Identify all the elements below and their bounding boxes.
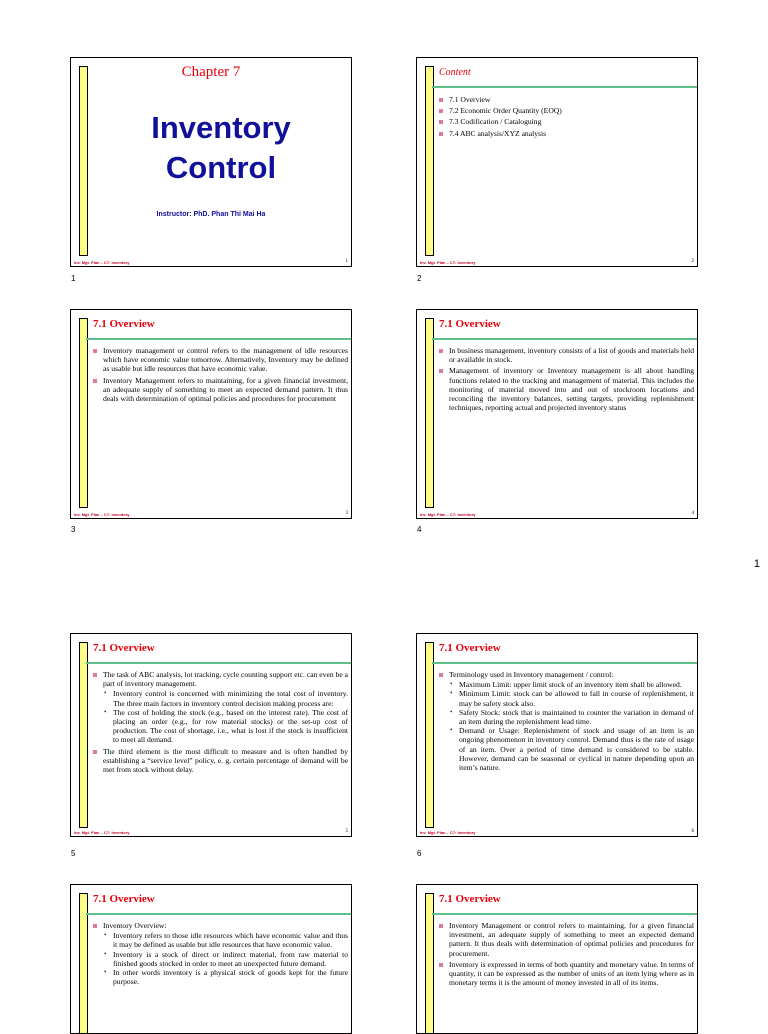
title-divider — [432, 662, 697, 664]
title-divider — [432, 338, 697, 340]
sub-list-item: • The cost of holding the stock (e.g., based on the interest rate). The cost of placing an order (e.g., for row material stocks) or the set-up cost of production. The cost of shortage, i.e., what is lost if the stock is insufficient to meet all demand. — [103, 708, 348, 745]
list-item — [437, 670, 694, 772]
list-item: Inventory management or control refers to the management of idle resources which have economic value tomorrow. Alternatively, Inventory may be defined as usable but idle resources that have economic value. — [91, 346, 348, 374]
slide-footer: Inv. Mgt. Plan – C7: Inventory — [420, 830, 476, 835]
slide-number: 2 — [691, 259, 694, 264]
slide-caption: 5 — [71, 849, 76, 858]
list-item — [91, 921, 348, 986]
slide-caption: 6 — [417, 849, 422, 858]
cover-title-line-1: Inventory — [151, 110, 291, 145]
slide-title: Content — [439, 67, 471, 78]
slide-footer: Inv. Mgt. Plan – C7: Inventory — [74, 260, 130, 265]
slide-title: 7.1 Overview — [93, 642, 155, 654]
slide-body — [91, 670, 348, 776]
sub-list-item: • Inventory refers to those idle resources which have economic value and thus it may be defined as usable but idle resources that have economic value. — [103, 931, 348, 949]
slide-number: 3 — [345, 511, 348, 516]
slide-title: 7.1 Overview — [93, 893, 155, 905]
list-item: 7.4 ABC analysis/XYZ analysis — [437, 129, 694, 138]
slide-5 — [70, 633, 352, 837]
list-item: Inventory is expressed in terms of both quantity and monetary value. In terms of quantity, it can be expressed as the number of units of an item lying where as in monetary terms it is the amount of money invested in all of its items. — [437, 960, 694, 988]
instructor-line: Instructor: PhD. Phan Thi Mai Ha — [156, 211, 266, 218]
title-divider — [86, 338, 351, 340]
slide-accent-bar — [79, 642, 88, 828]
slide-body — [437, 95, 694, 140]
sub-list-item: • Minimum Limit: stock can be allowed to fall in course of replenishment, it may be safety stock also. — [449, 689, 694, 707]
list-item: 7.2 Economic Order Quantity (EOQ) — [437, 106, 694, 115]
slide-footer: Inv. Mgt. Plan – C7: Inventory — [420, 260, 476, 265]
list-item: Management of inventory or Inventory management is all about handling functions related to the tracking and management of material. This includes the monitoring of material moved into and out of stockroom locations and reconciling the inventory balances, setting targets, providing replenishment techniques, reporting actual and projected inventory status — [437, 366, 694, 412]
sub-list-item: • Demand or Usage: Replenishment of stock and usage of an item is an ongoing phenomenon in inventory control. Demand thus is the rate of usage of an item. Over a period of time demand is considered to be stable. However, demand can be seasonal or cyclical in nature depending upon an item’s nature. — [449, 726, 694, 772]
slide-6 — [416, 633, 698, 837]
sub-list-item: • In other words inventory is a physical stock of goods kept for the future purpose. — [103, 968, 348, 986]
slide-caption: 3 — [71, 525, 76, 534]
sub-list-item: • Inventory control is concerned with minimizing the total cost of inventory. The three main factors in inventory control decision making process are: — [103, 689, 348, 707]
list-item: In business management, inventory consists of a list of goods and materials held or available in stock. — [437, 346, 694, 364]
cover-title — [101, 108, 341, 188]
sub-list-item: • Maximum Limit: upper limit stock of an inventory item shall be allowed. — [449, 680, 694, 689]
slide-body — [91, 921, 348, 988]
slide-footer: Inv. Mgt. Plan – C7: Inventory — [74, 512, 130, 517]
slide-footer: Inv. Mgt. Plan – C7: Inventory — [74, 830, 130, 835]
slide-1 — [70, 57, 352, 267]
slide-footer: Inv. Mgt. Plan – C7: Inventory — [420, 512, 476, 517]
slide-number: 4 — [691, 511, 694, 516]
slide-2 — [416, 57, 698, 267]
list-item: Inventory Management refers to maintaining, for a given financial investment, an adequate supply of something to meet an expected demand pattern. It thus deals with determination of optimal policies and procedures for procurement — [91, 376, 348, 404]
slide-accent-bar — [79, 66, 88, 256]
slide-number: 1 — [345, 259, 348, 264]
title-divider — [86, 662, 351, 664]
sub-list-item: • Inventory is a stock of direct or indirect material, from raw material to finished goods stocked in order to meet an unexpected future demand. — [103, 950, 348, 968]
slide-8 — [416, 884, 698, 1034]
slide-accent-bar — [79, 318, 88, 508]
list-item: Inventory Management or control refers to maintaining, for a given financial investment, an adequate supply of something to meet an expected demand pattern. It thus deals with determination of optimal policies and procedures for procurement. — [437, 921, 694, 958]
page-number: 1 — [753, 558, 760, 570]
slide-number: 5 — [345, 829, 348, 834]
cover-title-line-2: Control — [165, 150, 277, 185]
list-item-text: Inventory Overview: — [103, 921, 167, 930]
sub-list-item: • Safety Stock: stock that is maintained to counter the variation in demand of an item during the replenishment lead time. — [449, 708, 694, 726]
slide-title: 7.1 Overview — [439, 893, 501, 905]
title-divider — [432, 86, 697, 88]
chapter-heading: Chapter 7 — [181, 64, 241, 80]
slide-accent-bar — [425, 318, 434, 508]
slide-7 — [70, 884, 352, 1034]
slide-title: 7.1 Overview — [439, 642, 501, 654]
list-item-text: Terminology used in Inventory management / control: — [449, 670, 614, 679]
list-item: The third element is the most difficult to measure and is often handled by establishing a “service level” policy, e. g, certain percentage of demand will be met from stock without delay. — [91, 747, 348, 775]
list-item: 7.3 Codification / Cataloguing — [437, 117, 694, 126]
slide-number: 6 — [691, 829, 694, 834]
slide-title: 7.1 Overview — [439, 318, 501, 330]
title-divider — [432, 913, 697, 915]
slide-title: 7.1 Overview — [93, 318, 155, 330]
title-divider — [86, 913, 351, 915]
slide-accent-bar — [425, 642, 434, 828]
slide-3 — [70, 309, 352, 519]
list-item — [91, 670, 348, 745]
slide-body — [437, 346, 694, 414]
slide-accent-bar — [425, 66, 434, 256]
list-item: 7.1 Overview — [437, 95, 694, 104]
slide-body — [437, 921, 694, 989]
slide-body — [437, 670, 694, 774]
slide-caption: 2 — [417, 274, 422, 283]
list-item-text: The task of ABC analysis, lot tracking, cycle counting support etc. can even be a part of inventory management. — [103, 670, 348, 689]
slide-body — [91, 346, 348, 405]
slide-caption: 4 — [417, 525, 422, 534]
slide-caption: 1 — [71, 274, 76, 283]
slide-4 — [416, 309, 698, 519]
